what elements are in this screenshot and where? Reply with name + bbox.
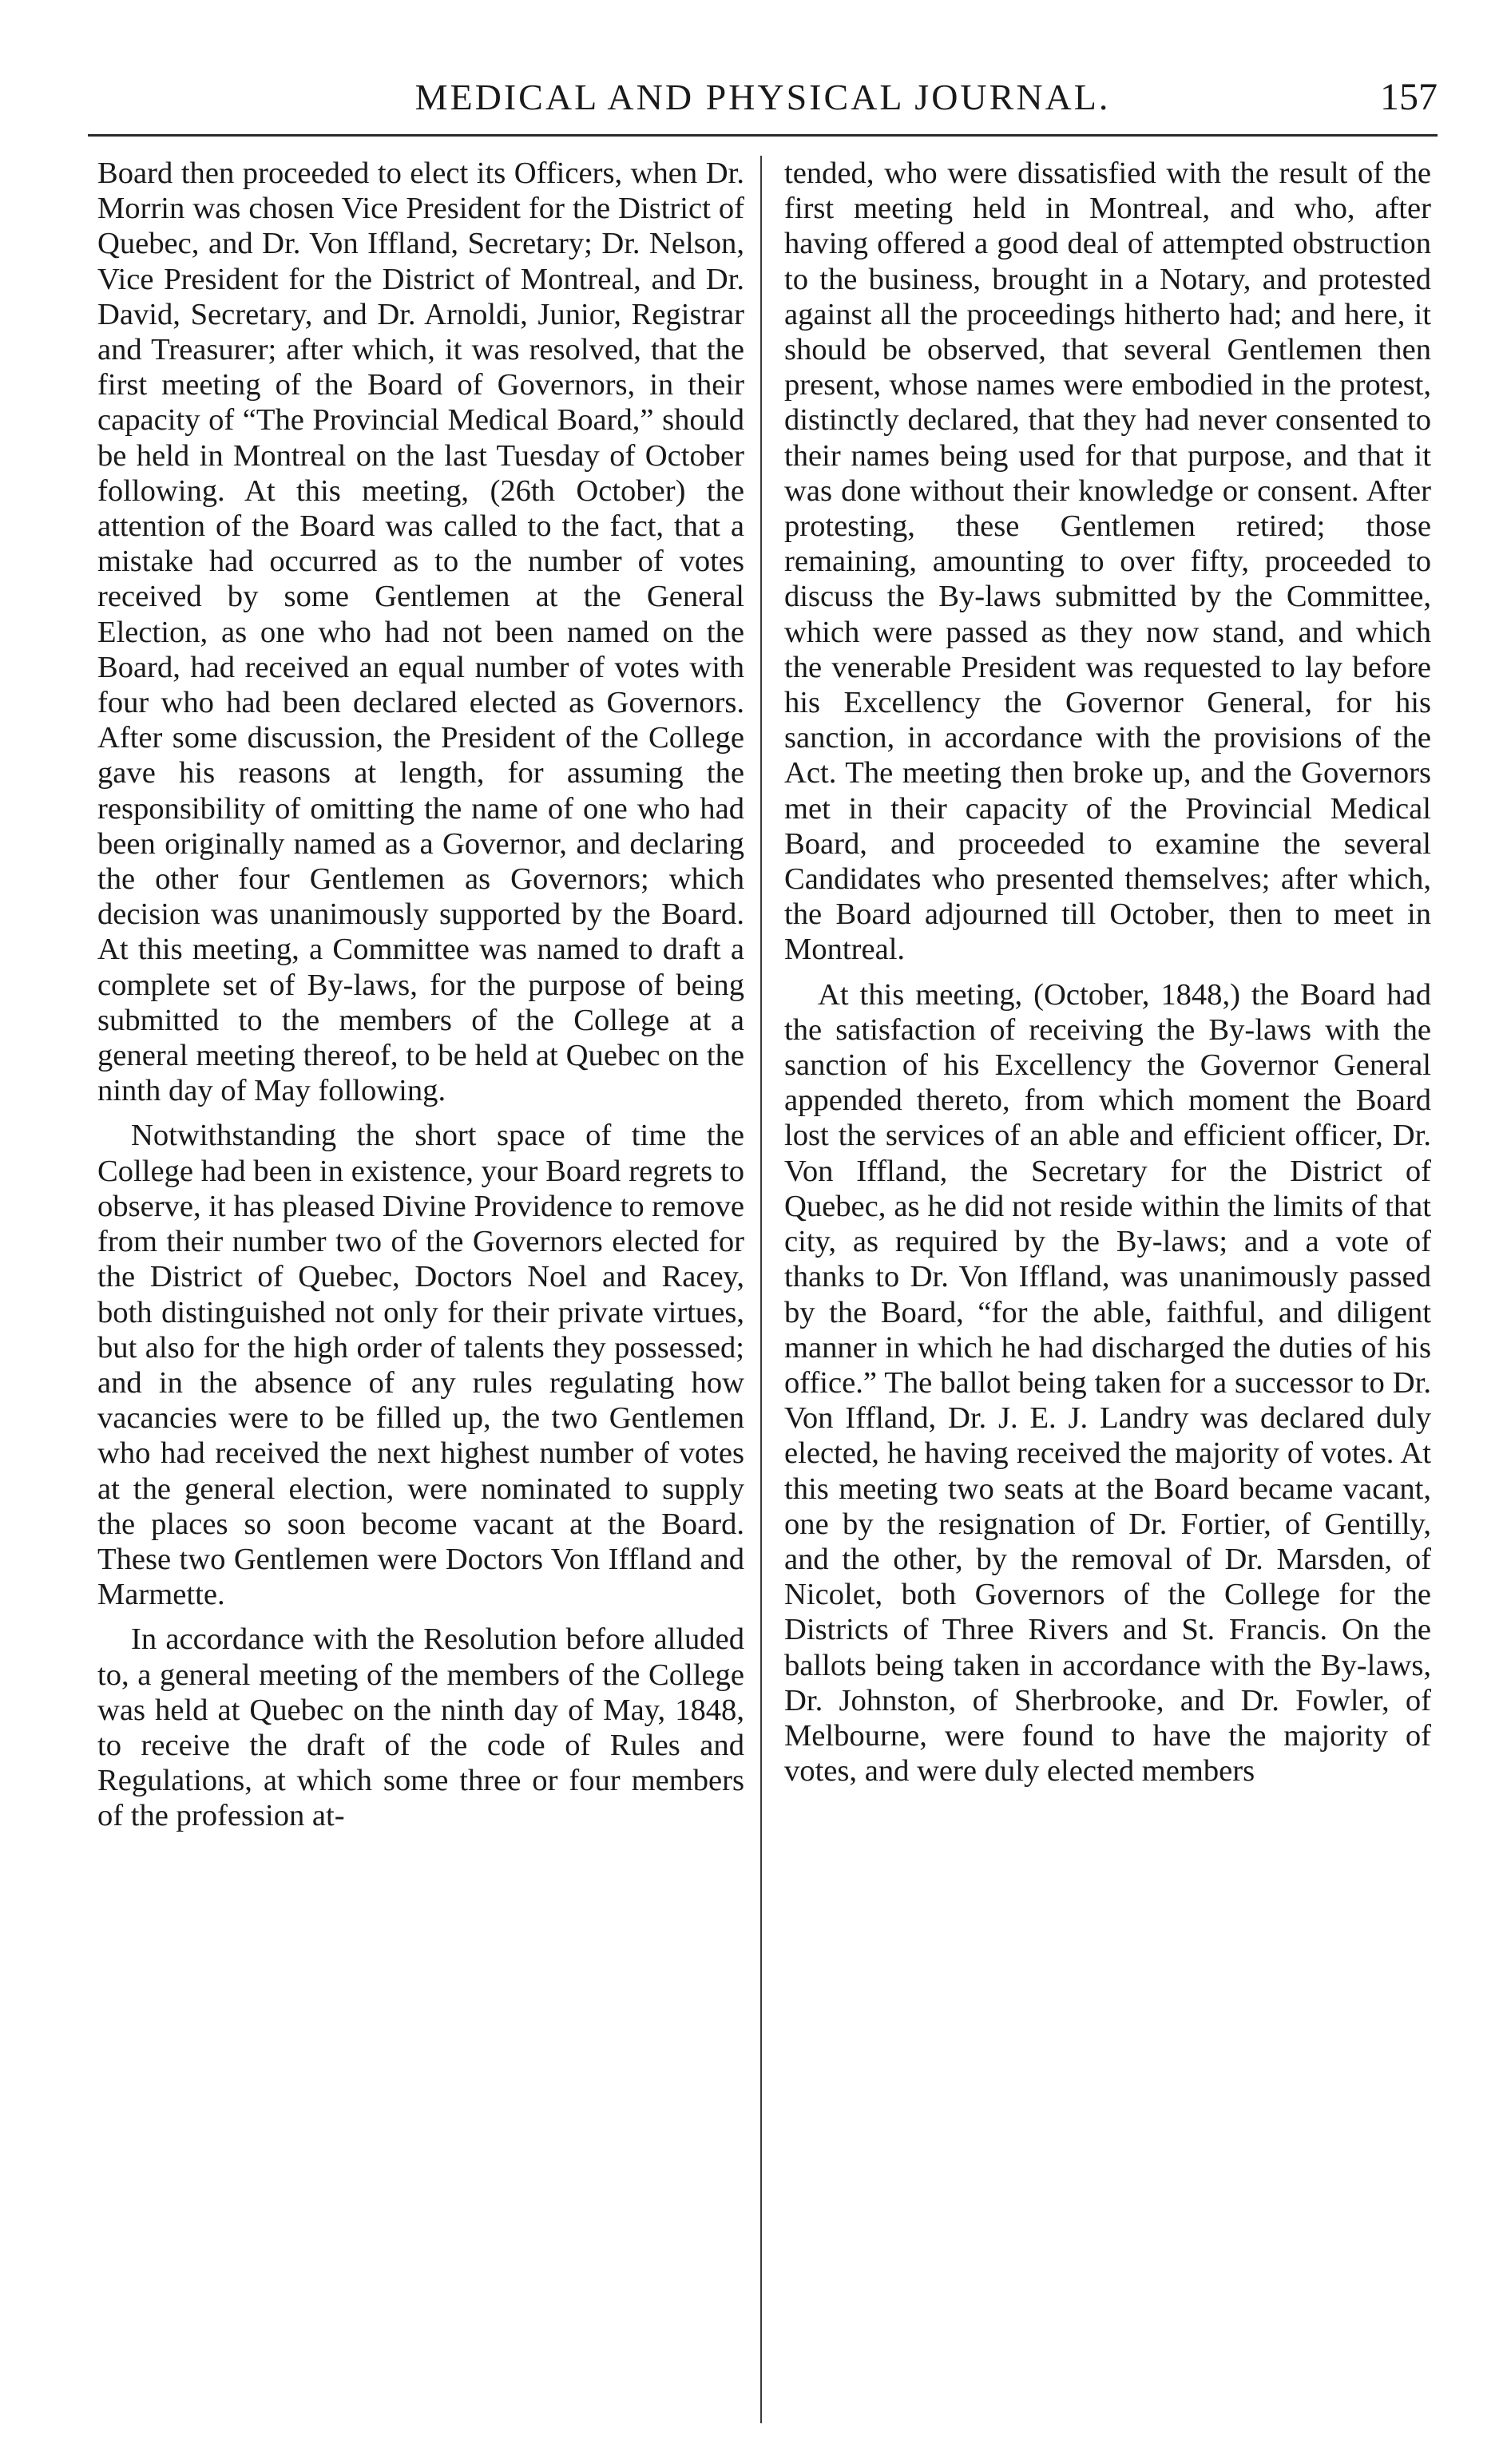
right-paragraph-2: At this meeting, (October, 1848,) the Board had the satisfaction of receiving the By-laws with the sanction of his Excellency the Governor General appended thereto, from which moment the Board lost the services of an able and efficient officer, Dr. Von Iffland, the Secretary for the District of Quebec, as he did not reside within the limits of that city, as required by the By-laws; and a vote of thanks to Dr. Von Iffland, was unanimously passed by the Board, “for the able, faithful, and diligent manner in which he had discharged the duties of his office.” The ballot being taken for a successor to Dr. Von Iffland, Dr. J. E. J. Landry was declared duly elected, he having received the majority of votes. At this meeting two seats at the Board became vacant, one by the resignation of Dr. Fortier, of Gentilly, and the other, by the removal of Dr. Marsden, of Nicolet, both Governors of the College for the Districts of Three Rivers and St. Francis. On the ballots being taken in accordance with the By-laws, Dr. Johnston, of Sherbrooke, and Dr. Fowler, of Melbourne, were found to have the majority of votes, and were duly elected members (784, 977, 1431, 1789)
left-paragraph-2: Notwithstanding the short space of time the College had been in existence, your Board regrets to observe, it has pleased Divine Providence to remove from their number two of the Governors elected for the District of Quebec, Doctors Noel and Racey, both distinguished not only for their private virtues, but also for the high order of talents they possessed; and in the absence of any rules regulating how vacancies were to be filled up, the two Gentlemen who had received the next highest number of votes at the general election, were nominated to supply the places so soon become vacant at the Board. These two Gentlemen were Doctors Von Iffland and Marmette. (97, 1119, 744, 1612)
running-head (88, 73, 1438, 121)
left-paragraph-3: In accordance with the Resolution before alluded to, a general meeting of the members of the College was held at Quebec on the ninth day of May, 1848, to receive the draft of the code of Rules and Regulations, at which some three or four members of the profession at- (97, 1622, 744, 1833)
right-column (784, 156, 1431, 1798)
left-paragraph-1: Board then proceeded to elect its Officers, when Dr. Morrin was chosen Vice President for the District of Quebec, and Dr. Von Iffland, Secretary; Dr. Nelson, Vice President for the District of Montreal, and Dr. David, Secretary, and Dr. Arnoldi, Junior, Registrar and Treasurer; after which, it was resolved, that the first meeting of the Board of Governors, in their capacity of “The Provincial Medical Board,” should be held in Montreal on the last Tuesday of October following. At this meeting, (26th October) the attention of the Board was called to the fact, that a mistake had occurred as to the number of votes received by some Gentlemen at the General Election, as one who had not been named on the Board, had received an equal number of votes with four who had been declared elected as Governors. After some discussion, the President of the College gave his reasons at length, for assuming the responsibility of omitting the name of one who had been originally named as a Governor, and declaring the other four Gentlemen as Governors; which decision was unanimously supported by the Board. At this meeting, a Committee was named to draft a complete set of By-laws, for the purpose of being submitted to the members of the College at a general meeting thereof, to be held at Quebec on the ninth day of May following. (97, 156, 744, 1108)
header-rule (88, 134, 1438, 137)
journal-title: MEDICAL AND PHYSICAL JOURNAL. (414, 77, 1111, 117)
page-number: 157 (1380, 76, 1438, 118)
right-paragraph-1: tended, who were dissatisfied with the result of the first meeting held in Montreal, and who, after having offered a good deal of attempted obstruction to the business, brought in a Notary, and protested against all the proceedings hitherto had; and here, it should be observed, that several Gentlemen then present, whose names were embodied in the protest, distinctly declared, that they had never consented to their names being used for that purpose, and that it was done without their knowledge or consent. After protesting, these Gentlemen retired; those remaining, amounting to over fifty, proceeded to discuss the By-laws submitted by the Committee, which were passed as they now stand, and which the venerable President was requested to lay before his Excellency the Governor General, for his sanction, in accordance with the provisions of the Act. The meeting then broke up, and the Governors met in their capacity of the Provincial Medical Board, and proceeded to examine the several Candidates who presented themselves; after which, the Board adjourned till October, then to meet in Montreal. (784, 156, 1431, 967)
column-divider (760, 156, 762, 2423)
left-column (97, 156, 744, 1844)
